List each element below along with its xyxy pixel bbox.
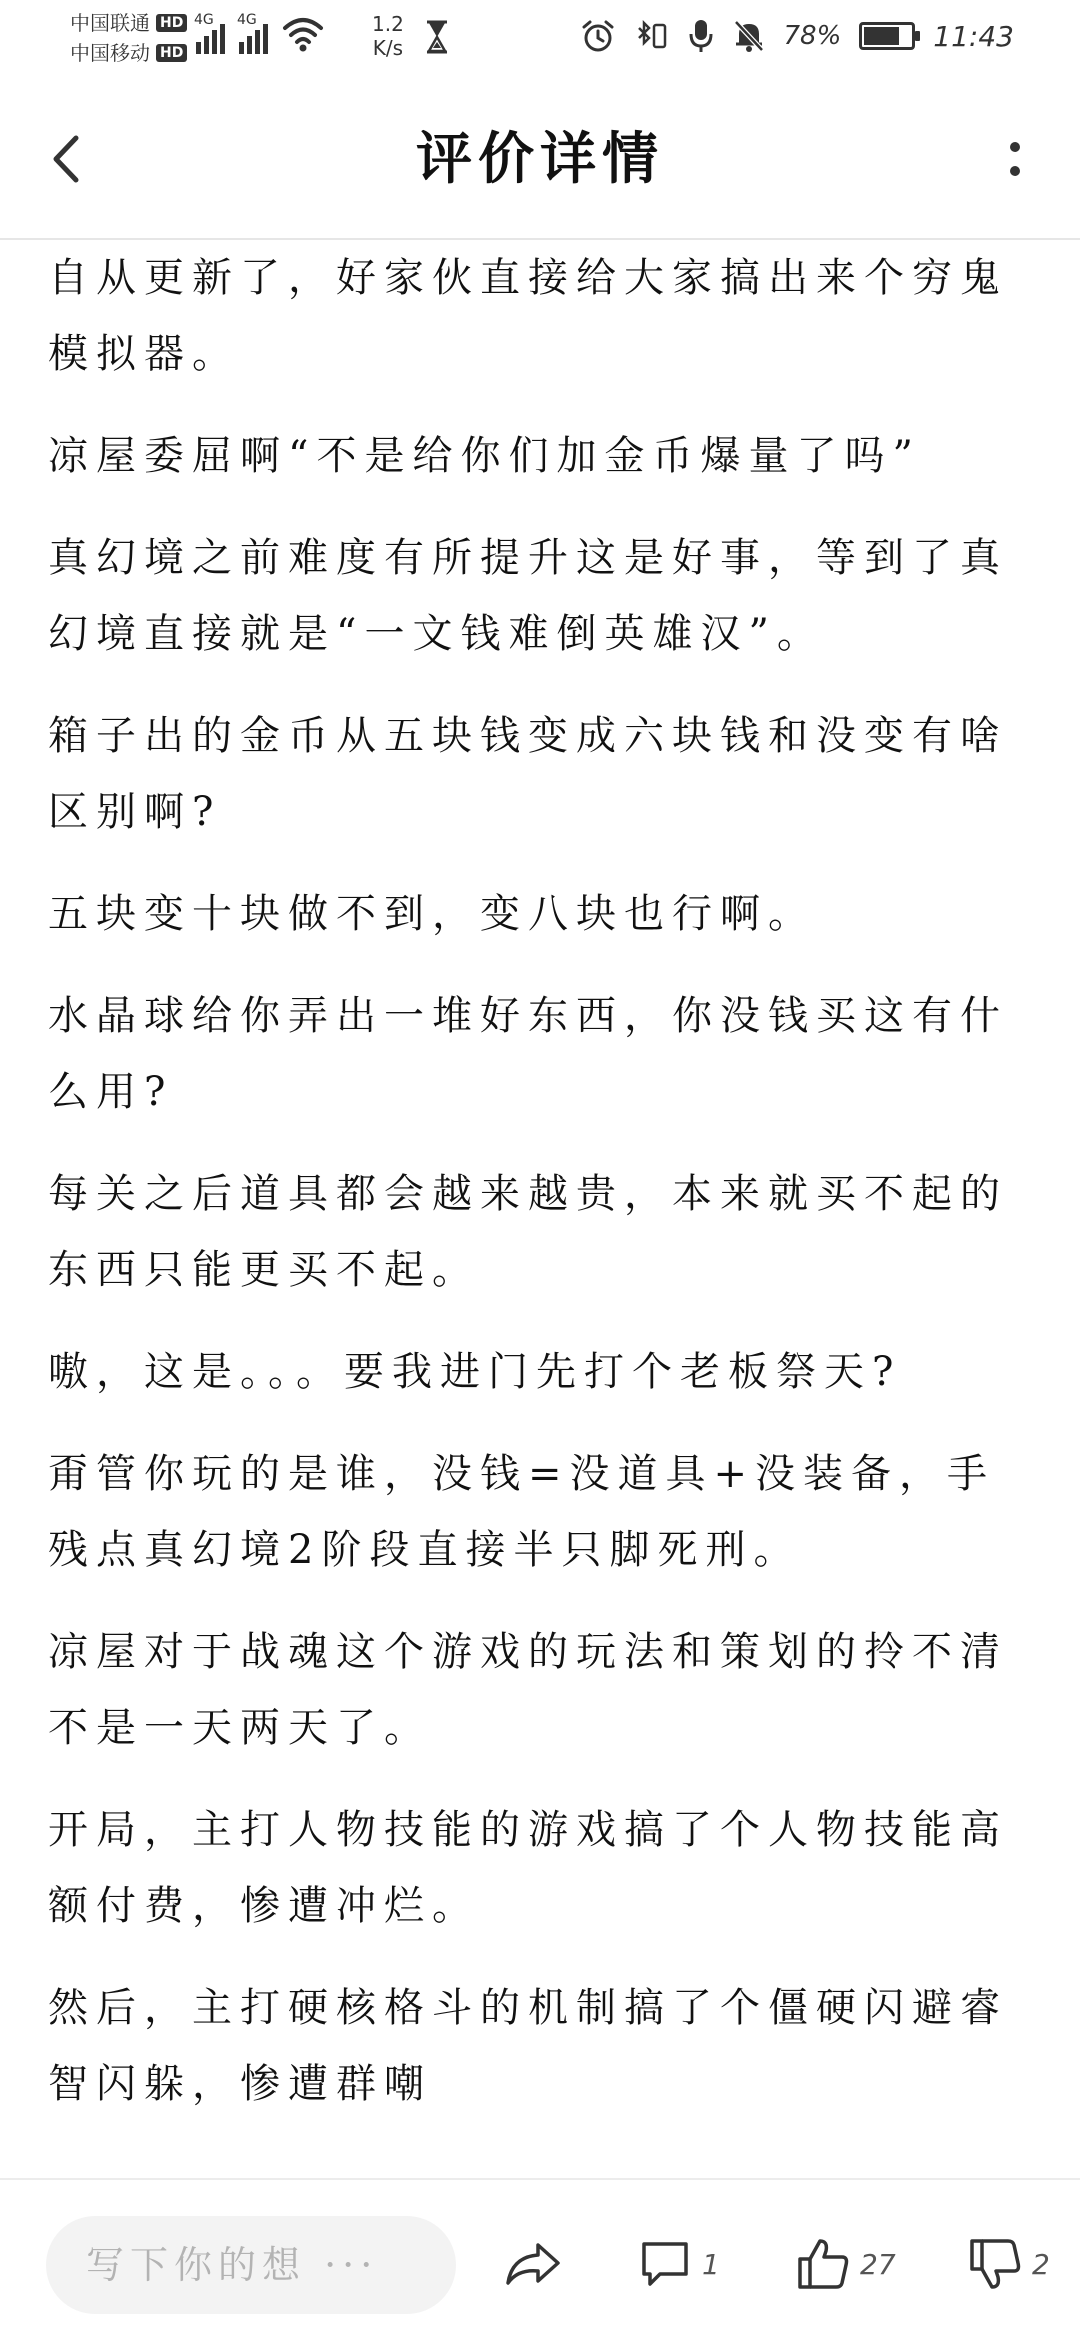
status-right (580, 14, 1015, 58)
page-title: 评价详情 (416, 127, 664, 192)
carrier-2-label: 中国移动 (70, 41, 150, 65)
comment-bubble-icon (638, 2238, 692, 2290)
comment-button[interactable] (638, 2224, 720, 2304)
wifi-icon (282, 14, 324, 54)
status-bar (0, 0, 1080, 80)
share-icon (504, 2239, 562, 2289)
comment-count: 1 (702, 2247, 720, 2281)
review-paragraph: 真幻境之前难度有所提升这是好事，等到了真幻境直接就是“一文钱难倒英雄汉”。 (48, 535, 1008, 657)
review-paragraph: 甭管你玩的是谁，没钱=没道具+没装备，手残点真幻境2阶段直接半只脚死刑。 (48, 1451, 996, 1573)
review-paragraph: 水晶球给你弄出一堆好东西，你没钱买这有什么用? (48, 993, 1008, 1115)
signal-1-icon: 4G (196, 14, 225, 54)
review-paragraph: 箱子出的金币从五块钱变成六块钱和没变有啥区别啊? (48, 713, 1008, 835)
share-button[interactable] (504, 2224, 562, 2304)
battery-percent: 78% (783, 21, 842, 51)
microphone-icon (688, 18, 714, 54)
hourglass-icon (424, 20, 450, 54)
bluetooth-vibrate-icon (634, 18, 670, 54)
signal-2-icon: 4G (239, 14, 268, 54)
signal-indicators (196, 14, 324, 54)
review-content (48, 240, 1032, 2180)
like-button[interactable] (796, 2224, 896, 2304)
bottom-action-bar (0, 2178, 1080, 2340)
clock: 11:43 (933, 19, 1014, 53)
mute-bell-icon (732, 18, 766, 54)
review-paragraph: 嗷，这是。。。要我进门先打个老板祭天? (48, 1349, 902, 1395)
dislike-button[interactable] (968, 2224, 1050, 2304)
review-paragraph: 凉屋委屈啊“不是给你们加金币爆量了吗” (48, 433, 921, 479)
carrier-1-label: 中国联通 (70, 11, 150, 35)
hd-badge-1: HD (156, 14, 187, 32)
thumbs-down-icon (968, 2237, 1022, 2291)
more-vertical-icon (1009, 139, 1021, 179)
review-paragraph: 开局，主打人物技能的游戏搞了个人物技能高额付费，惨遭冲烂。 (48, 1807, 1008, 1929)
thumbs-up-icon (796, 2237, 850, 2291)
review-paragraph: 每关之后道具都会越来越贵，本来就买不起的东西只能更买不起。 (48, 1171, 1008, 1293)
review-paragraph: 凉屋对于战魂这个游戏的玩法和策划的拎不清不是一天两天了。 (48, 1629, 1008, 1751)
comment-input[interactable] (46, 2216, 456, 2314)
header (0, 80, 1080, 240)
more-button[interactable] (990, 124, 1040, 194)
hd-badge-2: HD (156, 44, 187, 62)
dislike-count: 2 (1032, 2247, 1050, 2281)
review-paragraph: 五块变十块做不到，变八块也行啊。 (48, 891, 816, 937)
like-count: 27 (860, 2247, 896, 2281)
review-paragraph: 自从更新了，好家伙直接给大家搞出来个穷鬼模拟器。 (48, 255, 1008, 377)
review-paragraph: 然后，主打硬核格斗的机制搞了个僵硬闪避睿智闪躲，惨遭群嘲 (48, 1985, 1008, 2107)
alarm-icon (580, 18, 616, 54)
network-speed: 1.2 K/s (372, 12, 404, 60)
carrier-info (70, 8, 210, 68)
battery-icon (859, 22, 915, 50)
